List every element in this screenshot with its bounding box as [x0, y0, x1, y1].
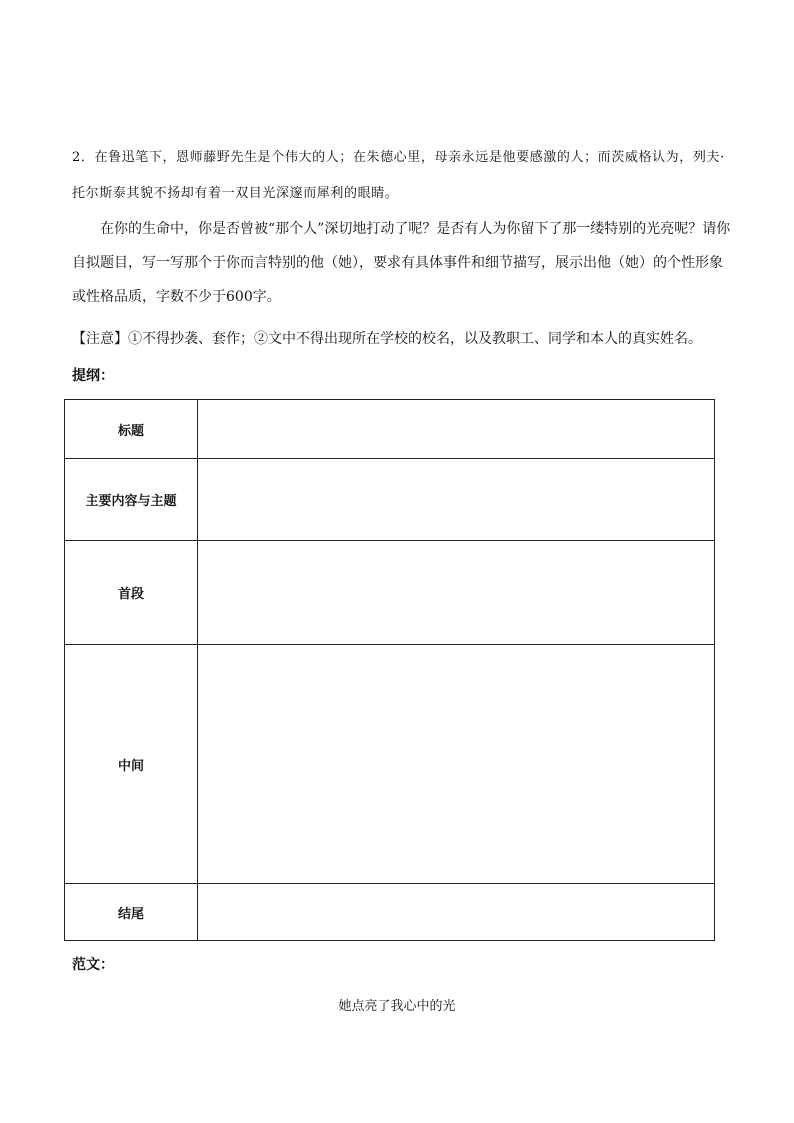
outline-table [64, 399, 715, 941]
outline-row-title [65, 400, 715, 459]
outline-row-label: 首段 [65, 541, 198, 645]
outline-heading: 提纲： [72, 368, 114, 384]
outline-row-main-content [65, 459, 715, 541]
sample-essay-heading: 范文： [72, 957, 114, 973]
sample-essay-title: 她点亮了我心中的光 [338, 999, 456, 1014]
outline-row-input[interactable] [198, 400, 715, 459]
outline-row-input[interactable] [198, 541, 715, 645]
attention-note: 【注意】①不得抄袭、套作；②文中不得出现所在学校的校名，以及教职工、同学和本人的真实姓名。 [72, 331, 702, 347]
outline-row-input[interactable] [198, 459, 715, 541]
outline-row-opening [65, 541, 715, 645]
outline-row-label: 标题 [65, 400, 198, 459]
outline-row-label: 中间 [65, 645, 198, 884]
outline-row-ending [65, 884, 715, 941]
outline-row-middle [65, 645, 715, 884]
question-text: 2．在鲁迅笔下，恩师藤野先生是个伟大的人；在朱德心里，母亲永远是他要感激的人；而茨威格认为，列夫·托尔斯泰其貌不扬却有着一双目光深邃而犀利的眼睛。 [72, 150, 725, 201]
outline-row-label: 结尾 [65, 884, 198, 941]
outline-row-input[interactable] [198, 645, 715, 884]
outline-row-label: 主要内容与主题 [65, 459, 198, 541]
writing-prompt: 在你的生命中，你是否曾被“那个人”深切地打动了呢？是否有人为你留下了那一缕特别的光亮呢？请你自拟题目，写一写那个于你而言特别的他（她），要求有具体事件和细节描写，展示出他（她）的个性形象或性格品质，字数不少于600字。 [72, 221, 731, 305]
outline-row-input[interactable] [198, 884, 715, 941]
